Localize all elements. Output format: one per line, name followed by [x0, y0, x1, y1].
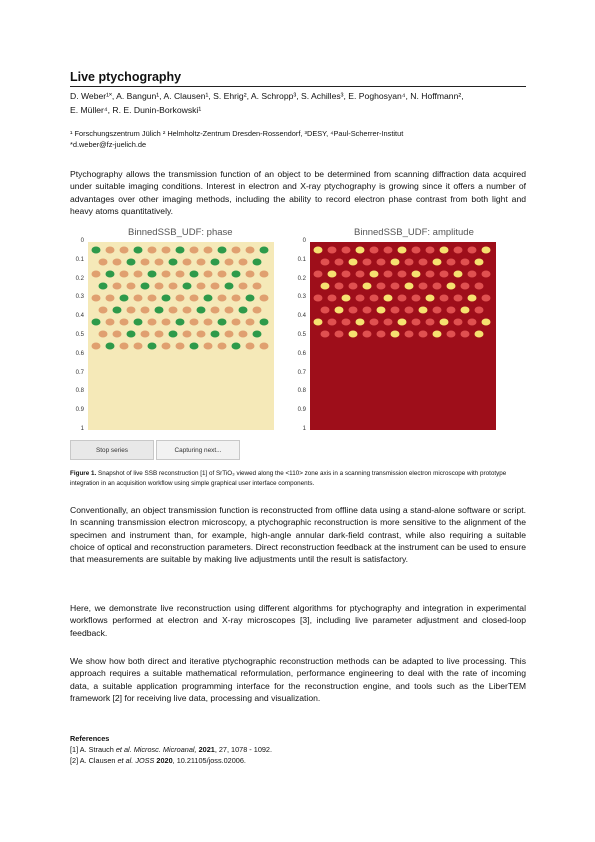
- lattice-spot: [225, 331, 234, 338]
- lattice-spot: [419, 331, 428, 338]
- lattice-spot: [391, 283, 400, 290]
- lattice-spot: [335, 283, 344, 290]
- lattice-spot: [99, 259, 108, 266]
- lattice-spot: [155, 259, 164, 266]
- lattice-spot: [232, 295, 241, 302]
- references-heading: References: [70, 734, 110, 743]
- lattice-spot: [433, 283, 442, 290]
- lattice-spot: [232, 247, 241, 254]
- lattice-spot: [197, 307, 206, 314]
- lattice-spot: [134, 295, 143, 302]
- lattice-spot: [113, 331, 122, 338]
- lattice-spot: [239, 331, 248, 338]
- lattice-spot: [211, 259, 220, 266]
- lattice-spot: [426, 295, 435, 302]
- lattice-spot: [426, 271, 435, 278]
- lattice-spot: [113, 307, 122, 314]
- lattice-spot: [440, 295, 449, 302]
- lattice-spot: [218, 247, 227, 254]
- lattice-spot: [370, 247, 379, 254]
- lattice-spot: [253, 259, 262, 266]
- lattice-spot: [349, 331, 358, 338]
- axis-tick-label: 0.1: [75, 256, 84, 263]
- lattice-spot: [183, 283, 192, 290]
- affiliation-line: ¹ Forschungszentrum Jülich ² Helmholtz-Zentrum Dresden-Rossendorf, ³DESY, ⁴Paul-Scherrer-Institut: [70, 129, 404, 138]
- lattice-spot: [106, 343, 115, 350]
- lattice-spot: [162, 343, 171, 350]
- lattice-spot: [246, 319, 255, 326]
- lattice-spot: [99, 331, 108, 338]
- lattice-spot: [328, 271, 337, 278]
- lattice-spot: [190, 271, 199, 278]
- lattice-spot: [162, 295, 171, 302]
- lattice-spot: [363, 331, 372, 338]
- lattice-spot: [356, 319, 365, 326]
- lattice-spot: [328, 295, 337, 302]
- lattice-spot: [127, 259, 136, 266]
- lattice-spot: [225, 283, 234, 290]
- lattice-spot: [204, 247, 213, 254]
- lattice-spot: [461, 259, 470, 266]
- lattice-spot: [120, 319, 129, 326]
- lattice-spot: [99, 307, 108, 314]
- lattice-spot: [120, 343, 129, 350]
- axis-tick-label: 0.2: [75, 275, 84, 282]
- lattice-spot: [447, 331, 456, 338]
- lattice-spot: [412, 295, 421, 302]
- lattice-spot: [342, 247, 351, 254]
- lattice-spot: [190, 343, 199, 350]
- lattice-spot: [328, 319, 337, 326]
- lattice-spot: [239, 259, 248, 266]
- amplitude-panel-title: BinnedSSB_UDF: amplitude: [354, 227, 474, 238]
- lattice-spot: [461, 283, 470, 290]
- lattice-spot: [405, 331, 414, 338]
- caption-label: Figure 1.: [70, 470, 97, 477]
- lattice-spot: [253, 307, 262, 314]
- lattice-spot: [328, 247, 337, 254]
- lattice-spot: [370, 271, 379, 278]
- lattice-spot: [342, 295, 351, 302]
- lattice-spot: [356, 271, 365, 278]
- lattice-spot: [260, 295, 269, 302]
- lattice-spot: [197, 331, 206, 338]
- lattice-spot: [433, 331, 442, 338]
- lattice-spot: [447, 283, 456, 290]
- lattice-spot: [169, 307, 178, 314]
- body-paragraph-3: We show how both direct and iterative ptychographic reconstruction methods can be adapted to live processing. This approach requires a suitable mathematical reformulation, performance engineering to deal with the rate of incoming data, a suitable application programming interface for the reconstruction engine, and tools such as the LiberTEM framework [2] for receiving live data, processing and visualization.: [70, 656, 526, 703]
- lattice-spot: [169, 283, 178, 290]
- lattice-spot: [127, 307, 136, 314]
- axis-tick-label: 0: [80, 238, 84, 244]
- lattice-spot: [349, 283, 358, 290]
- axis-tick-label: 0.7: [75, 369, 84, 376]
- lattice-spot: [440, 319, 449, 326]
- lattice-spot: [155, 307, 164, 314]
- axis-tick-label: 0.2: [297, 275, 306, 282]
- axis-tick-label: 1: [302, 426, 306, 432]
- lattice-spot: [468, 295, 477, 302]
- lattice-spot: [134, 343, 143, 350]
- lattice-spot: [391, 307, 400, 314]
- lattice-spot: [342, 271, 351, 278]
- lattice-spot: [134, 319, 143, 326]
- lattice-spot: [106, 319, 115, 326]
- lattice-spot: [92, 343, 101, 350]
- lattice-spot: [155, 283, 164, 290]
- lattice-spot: [412, 319, 421, 326]
- lattice-spot: [398, 295, 407, 302]
- stop-series-button[interactable]: Stop series: [70, 440, 154, 460]
- lattice-spot: [384, 247, 393, 254]
- lattice-spot: [141, 307, 150, 314]
- lattice-spot: [218, 343, 227, 350]
- lattice-spot: [314, 295, 323, 302]
- lattice-spot: [377, 283, 386, 290]
- lattice-spot: [419, 259, 428, 266]
- lattice-spot: [342, 319, 351, 326]
- lattice-spot: [169, 331, 178, 338]
- lattice-spot: [197, 259, 206, 266]
- lattice-spot: [232, 271, 241, 278]
- lattice-spot: [148, 271, 157, 278]
- lattice-spot: [426, 247, 435, 254]
- axis-tick-label: 0.4: [297, 313, 306, 320]
- lattice-spot: [162, 319, 171, 326]
- lattice-spot: [405, 307, 414, 314]
- lattice-spot: [211, 283, 220, 290]
- lattice-spot: [183, 259, 192, 266]
- lattice-spot: [141, 259, 150, 266]
- lattice-spot: [134, 271, 143, 278]
- lattice-spot: [482, 271, 491, 278]
- author-list: [70, 90, 530, 117]
- lattice-spot: [92, 247, 101, 254]
- lattice-spot: [204, 319, 213, 326]
- lattice-spot: [197, 283, 206, 290]
- axis-tick-label: 0.9: [297, 407, 306, 414]
- lattice-spot: [447, 259, 456, 266]
- lattice-spot: [113, 283, 122, 290]
- lattice-spot: [363, 259, 372, 266]
- lattice-spot: [475, 307, 484, 314]
- page-title: Live ptychography: [70, 70, 182, 84]
- lattice-spot: [454, 247, 463, 254]
- axis-tick-label: 0.5: [297, 332, 306, 338]
- axis-tick-label: 0.4: [75, 313, 84, 320]
- lattice-spot: [92, 295, 101, 302]
- lattice-spot: [183, 331, 192, 338]
- lattice-spot: [349, 307, 358, 314]
- caption-text: Snapshot of live SSB reconstruction [1] of SrTiO₃ viewed along the <110> zone axis in a scanning transmission electron microscope with prototype integration in an acquisition workflow using simple graphical user interface components.: [70, 470, 507, 487]
- reference-item: [2] A. Clausen et al. JOSS 2020, 10.21105/joss.02006.: [70, 756, 246, 766]
- lattice-spot: [391, 331, 400, 338]
- lattice-spot: [246, 295, 255, 302]
- figure-1: [70, 226, 526, 466]
- lattice-spot: [253, 331, 262, 338]
- lattice-spot: [370, 295, 379, 302]
- lattice-spot: [225, 259, 234, 266]
- lattice-spot: [384, 319, 393, 326]
- lattice-spot: [433, 307, 442, 314]
- author-line-1: D. Weber¹˟, A. Bangun¹, A. Clausen¹, S. Ehrig², A. Schropp³, S. Achilles³, E. Poghosyan⁴, N. Hoffmann²,: [70, 91, 464, 101]
- lattice-spot: [405, 283, 414, 290]
- lattice-spot: [314, 247, 323, 254]
- lattice-spot: [398, 271, 407, 278]
- lattice-spot: [169, 259, 178, 266]
- axis-tick-label: 0.3: [297, 294, 306, 301]
- lattice-spot: [447, 307, 456, 314]
- lattice-spot: [377, 259, 386, 266]
- lattice-spot: [204, 295, 213, 302]
- lattice-spot: [120, 295, 129, 302]
- lattice-spot: [482, 319, 491, 326]
- lattice-spot: [141, 331, 150, 338]
- lattice-spot: [412, 247, 421, 254]
- lattice-spot: [321, 283, 330, 290]
- lattice-spot: [335, 331, 344, 338]
- lattice-spot: [260, 319, 269, 326]
- lattice-spot: [398, 247, 407, 254]
- lattice-spot: [134, 247, 143, 254]
- phase-image: [88, 242, 274, 430]
- axis-tick-label: 1: [80, 426, 84, 432]
- lattice-spot: [239, 283, 248, 290]
- lattice-spot: [218, 295, 227, 302]
- lattice-spot: [106, 271, 115, 278]
- lattice-spot: [176, 295, 185, 302]
- lattice-spot: [461, 331, 470, 338]
- lattice-spot: [204, 271, 213, 278]
- lattice-spot: [176, 319, 185, 326]
- body-paragraph-2: Here, we demonstrate live reconstruction using different algorithms for ptychography and integration in experimental workflows performed at electron and X-ray microscopes [3], including live parameter adjustment and closed-loop feedback.: [70, 603, 526, 638]
- lattice-spot: [405, 259, 414, 266]
- lattice-spot: [232, 319, 241, 326]
- lattice-spot: [314, 271, 323, 278]
- lattice-spot: [482, 247, 491, 254]
- lattice-spot: [218, 271, 227, 278]
- lattice-spot: [412, 271, 421, 278]
- title-rule: [70, 86, 526, 87]
- lattice-spot: [419, 283, 428, 290]
- axis-tick-label: 0.1: [297, 256, 306, 263]
- lattice-spot: [218, 319, 227, 326]
- lattice-spot: [419, 307, 428, 314]
- lattice-spot: [370, 319, 379, 326]
- lattice-spot: [356, 295, 365, 302]
- lattice-spot: [176, 343, 185, 350]
- lattice-spot: [190, 247, 199, 254]
- capturing-next-button[interactable]: Capturing next...: [156, 440, 240, 460]
- lattice-spot: [461, 307, 470, 314]
- lattice-spot: [454, 319, 463, 326]
- lattice-spot: [113, 259, 122, 266]
- lattice-spot: [148, 343, 157, 350]
- axis-tick-label: 0.6: [75, 350, 84, 357]
- lattice-spot: [246, 343, 255, 350]
- lattice-spot: [148, 247, 157, 254]
- axis-tick-label: 0.9: [75, 407, 84, 414]
- lattice-spot: [356, 247, 365, 254]
- lattice-spot: [468, 271, 477, 278]
- lattice-spot: [321, 259, 330, 266]
- lattice-spot: [106, 295, 115, 302]
- lattice-spot: [363, 283, 372, 290]
- lattice-spot: [232, 343, 241, 350]
- lattice-spot: [92, 319, 101, 326]
- lattice-spot: [225, 307, 234, 314]
- lattice-spot: [391, 259, 400, 266]
- figure-caption: [70, 469, 530, 488]
- lattice-spot: [363, 307, 372, 314]
- intro-paragraph: Ptychography allows the transmission function of an object to be determined from scanning diffraction data acquired under suitable imaging conditions. Interest in electron and X-ray ptychography is growing since it offers a number of advantages over other imaging methods, including the ability to record electron phase contrast from both light and heavy atoms quantitatively.: [70, 169, 526, 216]
- lattice-spot: [183, 307, 192, 314]
- body-paragraph-1: Conventionally, an object transmission function is reconstructed from offline data using a stand-alone software or script. In scanning transmission electron microscopy, a ptychographic reconstruction is more sensitive to the alignment of the specimen and instrument than, for example, high-angle annular dark-field contrast, while also requiring a suitable choice of optical and reconstruction parameters. Direct reconstruction feedback at the instrument can be used to ensure that measurements are suitable by making live adjustments until the result is satisfactory.: [70, 505, 526, 565]
- corresponding-email: *d.weber@fz-juelich.de: [70, 139, 147, 149]
- axis-tick-label: 0.6: [297, 350, 306, 357]
- lattice-spot: [475, 283, 484, 290]
- lattice-spot: [162, 247, 171, 254]
- lattice-spot: [335, 259, 344, 266]
- lattice-spot: [475, 331, 484, 338]
- lattice-spot: [120, 247, 129, 254]
- lattice-spot: [141, 283, 150, 290]
- axis-tick-label: 0.5: [75, 332, 84, 338]
- lattice-spot: [440, 271, 449, 278]
- lattice-spot: [148, 319, 157, 326]
- lattice-spot: [176, 247, 185, 254]
- author-line-2: E. Müller⁴, R. E. Dunin-Borkowski¹: [70, 104, 202, 115]
- lattice-spot: [127, 331, 136, 338]
- lattice-spot: [335, 307, 344, 314]
- axis-tick-label: 0: [302, 238, 306, 244]
- lattice-spot: [246, 247, 255, 254]
- lattice-spot: [377, 331, 386, 338]
- phase-panel-title: BinnedSSB_UDF: phase: [128, 227, 233, 238]
- lattice-spot: [314, 319, 323, 326]
- references: [70, 733, 526, 767]
- lattice-spot: [120, 271, 129, 278]
- lattice-spot: [260, 271, 269, 278]
- lattice-spot: [321, 331, 330, 338]
- lattice-spot: [211, 331, 220, 338]
- lattice-spot: [190, 295, 199, 302]
- lattice-spot: [454, 271, 463, 278]
- lattice-spot: [92, 271, 101, 278]
- axis-tick-label: 0.7: [297, 369, 306, 376]
- lattice-spot: [468, 247, 477, 254]
- lattice-spot: [190, 319, 199, 326]
- lattice-spot: [106, 247, 115, 254]
- lattice-spot: [384, 271, 393, 278]
- lattice-spot: [454, 295, 463, 302]
- lattice-spot: [349, 259, 358, 266]
- lattice-spot: [211, 307, 220, 314]
- axis-tick-label: 0.8: [297, 388, 306, 395]
- lattice-spot: [384, 295, 393, 302]
- reference-item: [1] A. Strauch et al. Microsc. Microanal, 2021, 27, 1078 - 1092.: [70, 745, 273, 755]
- lattice-spot: [127, 283, 136, 290]
- lattice-spot: [433, 259, 442, 266]
- axis-tick-label: 0.3: [75, 294, 84, 301]
- lattice-spot: [468, 319, 477, 326]
- lattice-spot: [162, 271, 171, 278]
- lattice-spot: [204, 343, 213, 350]
- lattice-spot: [176, 271, 185, 278]
- lattice-spot: [260, 343, 269, 350]
- lattice-spot: [398, 319, 407, 326]
- lattice-spot: [440, 247, 449, 254]
- lattice-spot: [155, 331, 164, 338]
- lattice-spot: [260, 247, 269, 254]
- lattice-spot: [99, 283, 108, 290]
- amplitude-image: [310, 242, 496, 430]
- lattice-spot: [475, 259, 484, 266]
- axis-tick-label: 0.8: [75, 388, 84, 395]
- lattice-spot: [426, 319, 435, 326]
- lattice-spot: [148, 295, 157, 302]
- lattice-spot: [253, 283, 262, 290]
- lattice-spot: [377, 307, 386, 314]
- lattice-spot: [246, 271, 255, 278]
- lattice-spot: [482, 295, 491, 302]
- affiliations: [70, 129, 530, 150]
- lattice-spot: [239, 307, 248, 314]
- lattice-spot: [321, 307, 330, 314]
